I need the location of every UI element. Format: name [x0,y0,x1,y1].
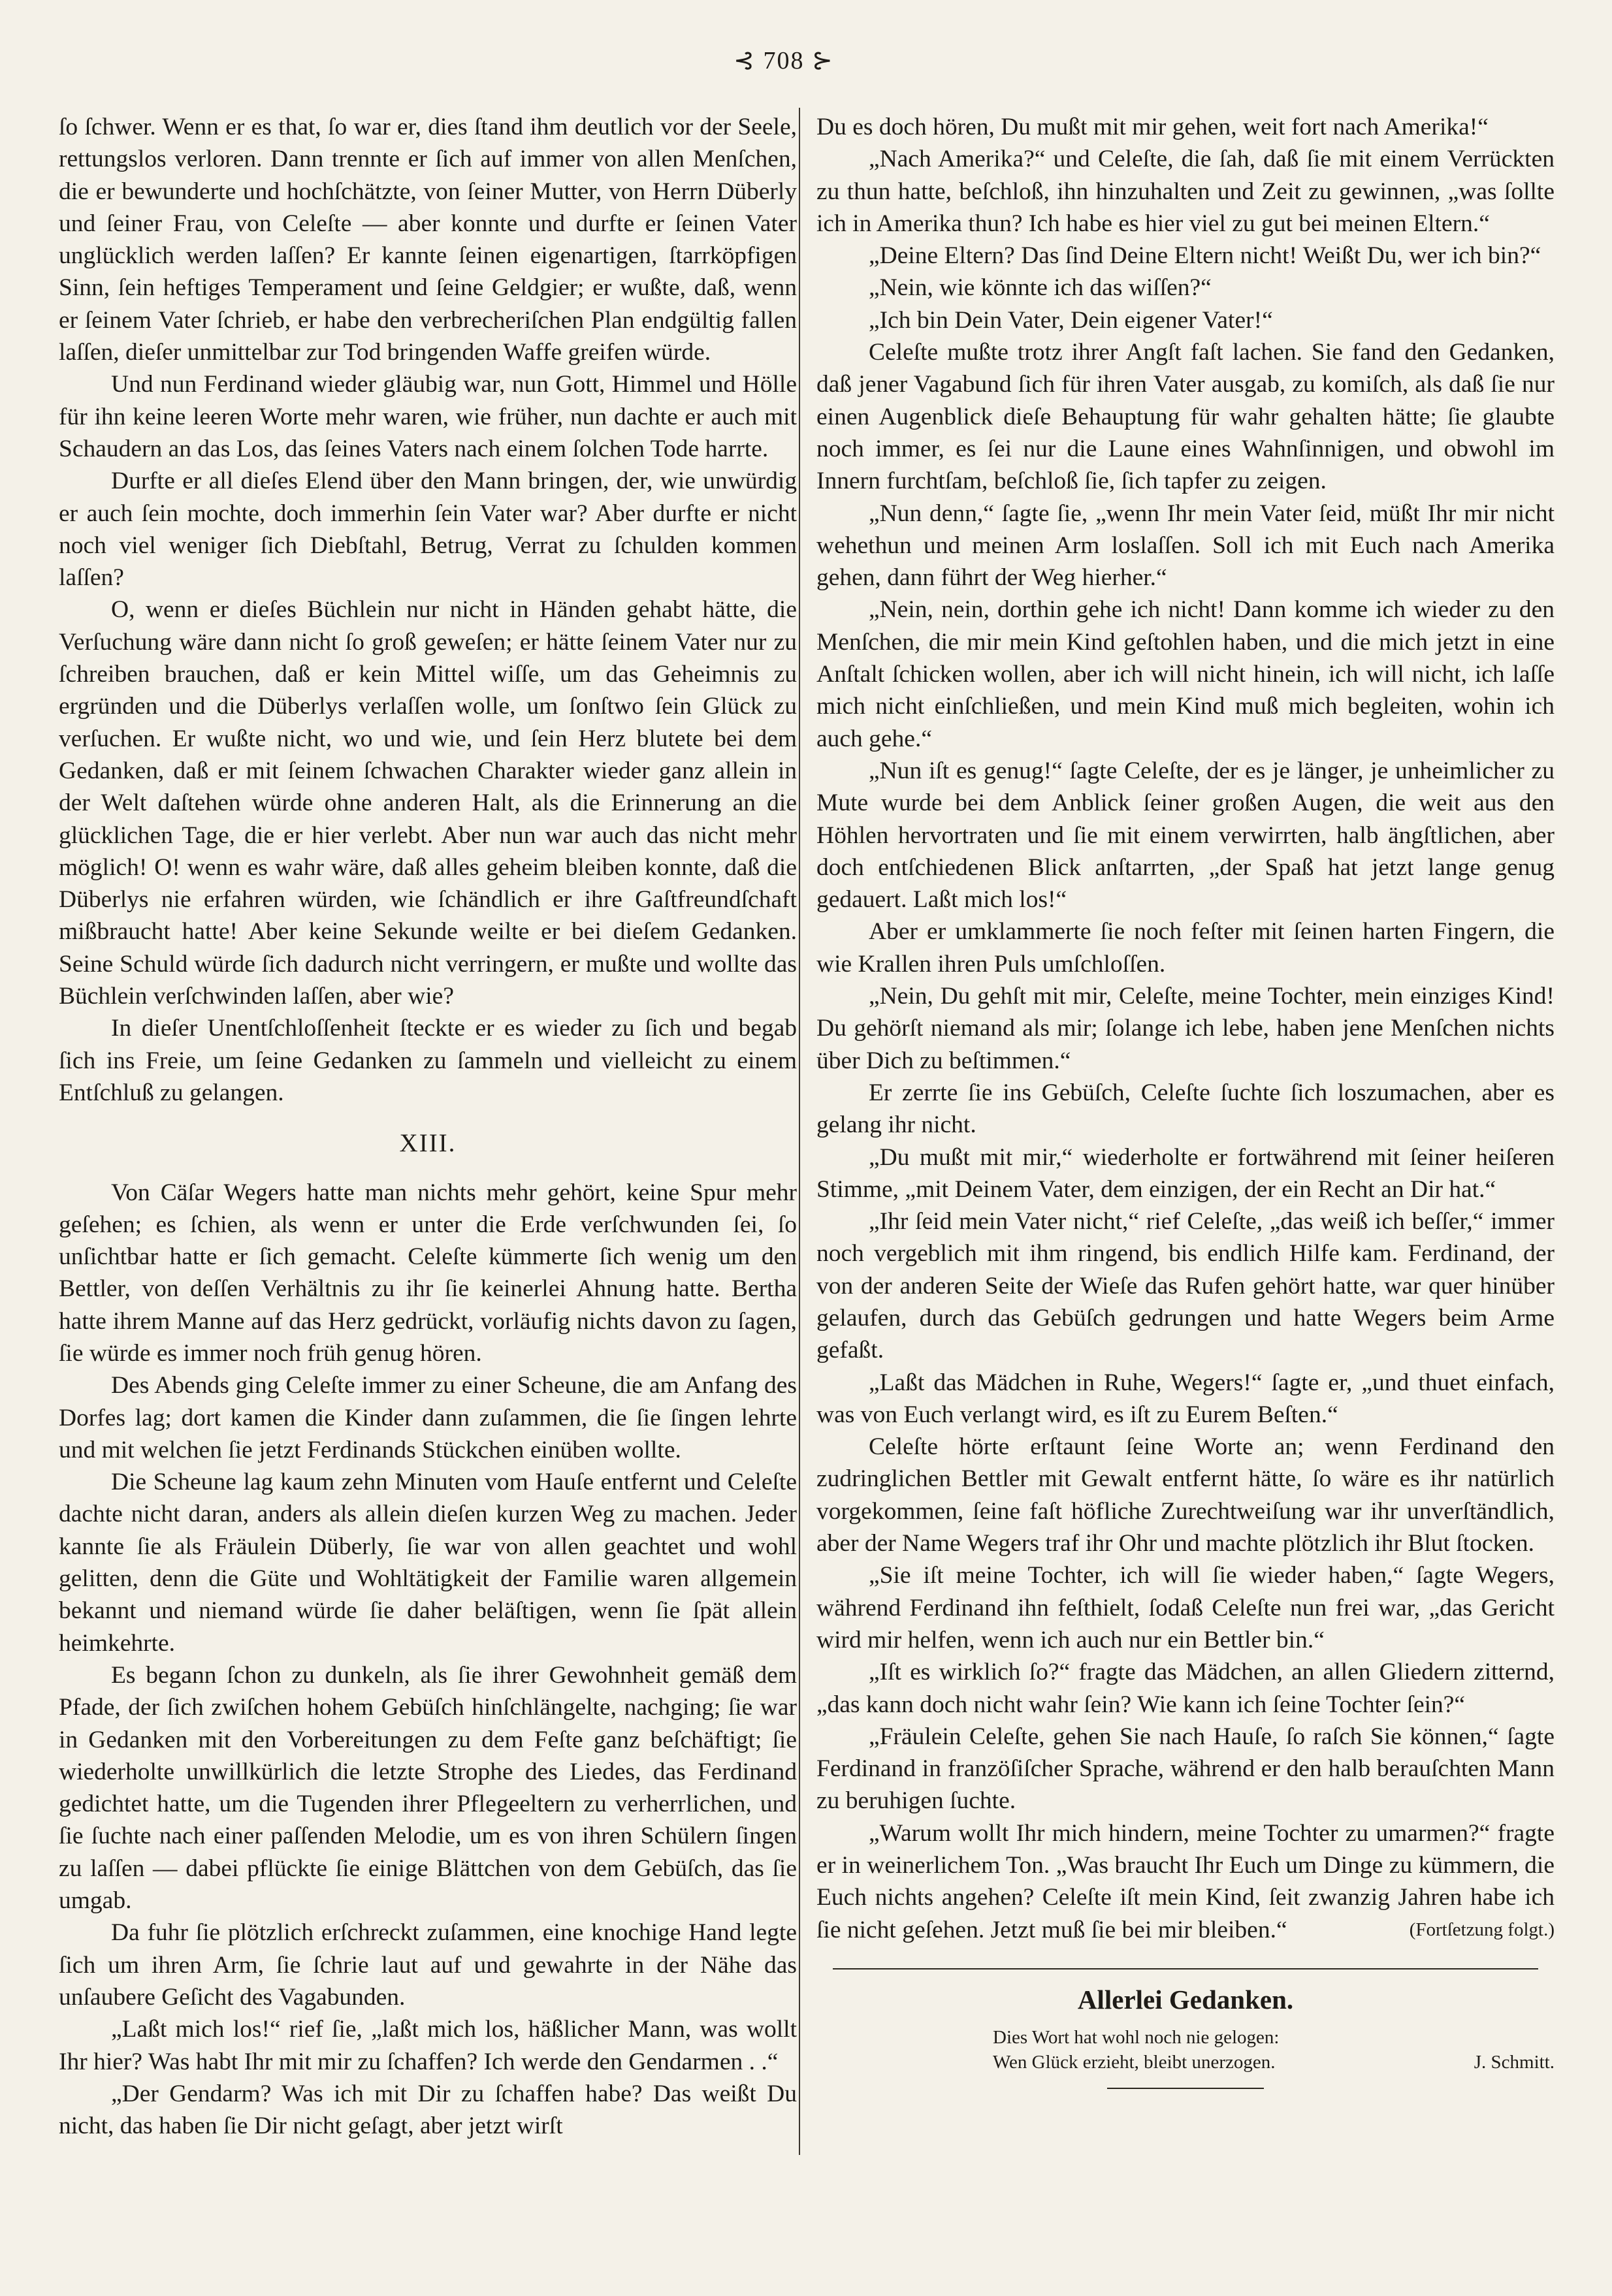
paragraph: ſo ſchwer. Wenn er es that, ſo war er, dies ſtand ihm deutlich vor der Seele, rettungslos verloren. Dann trennte er ſich auf immer von allen Menſchen, die er bewunderte und hochſchätzte, von ſeiner Mutter, von Herrn Düberly und ſeiner Frau, von Celeſte — aber konnte und durfte er ſeinen Vater unglücklich werden laſſen? Er kannte ſeinen eigenartigen, ſtarrköpfigen Sinn, ſein heftiges Temperament und ſeine Geldgier; er wußte, daß, wenn er ſeinem Vater ſchrieb, er habe den verbrecheriſchen Plan endgültig fallen laſſen, dieſer unmittelbar zur Tod bringenden Waffe greifen würde. [59,114,797,366]
paragraph: „Laßt mich los!“ rief ſie, „laßt mich los, häßlicher Mann, was wollt Ihr hier? Was habt Ihr mit mir zu ſchaffen? Ich werde den Gendarmen . .“ [59,2016,797,2075]
paragraph: „Iſt es wirklich ſo?“ fragte das Mädchen, an allen Gliedern zitternd, „das kann doch nicht wahr ſein? Wie kann ich ſeine Tochter ſein?“ [816,1659,1555,1718]
paragraph: „Nein, nein, dorthin gehe ich nicht! Dann komme ich wieder zu den Menſchen, die mir mein Kind geſtohlen haben, und die mich jetzt in eine Anſtalt ſchicken wollen, aber ich will nicht hinein, ich will nicht, ich laſſe mich nicht einſchließen, und mein Kind muß mich begleiten, wohin ich auch gehe.“ [816,596,1555,752]
paragraph: „Deine Eltern? Das ſind Deine Eltern nicht! Weißt Du, wer ich bin?“ [869,242,1541,270]
paragraph: Da fuhr ſie plötzlich erſchreckt zuſammen, eine knochige Hand legte ſich um ihren Arm, ſie ſchrie laut auf und gewahrte in der Nähe das unſaubere Geſicht des Vagabunden. [59,1919,797,2011]
right-column [816,111,1555,2089]
section-heading: Allerlei Gedanken. [1077,1984,1294,2015]
paragraph: Des Abends ging Celeſte immer zu einer Scheune, die am Anfang des Dorfes lag; dort kamen die Kinder dann zuſammen, die ſie ſingen lehrte und mit welchen ſie jetzt Ferdinands Stückchen einüben wollte. [59,1372,797,1463]
paragraph-text: „Warum wollt Ihr mich hindern, meine Tochter zu umarmen?“ fragte er in weinerlichem Ton. „Was braucht Ihr Euch um Dinge zu kümmern, die Euch nichts angehen? Celeſte iſt mein Kind, ſeit zwanzig Jahren habe ich ſie nicht geſehen. Jetzt muß ſie bei mir bleiben.“ [816,1819,1555,1943]
end-rule [1107,2088,1264,2089]
paragraph: Er zerrte ſie ins Gebüſch, Celeſte ſuchte ſich loszumachen, aber es gelang ihr nicht. [816,1079,1555,1139]
aphorism-line: Wen Glück erzieht, bleibt unerzogen. [993,2052,1276,2073]
continuation-note: (Fortſetzung folgt.) [1409,1919,1555,1940]
column-divider [799,108,800,2155]
paragraph: Die Scheune lag kaum zehn Minuten vom Hauſe entfernt und Celeſte dachte nicht daran, anders als allein dieſen kurzen Weg zu machen. Jeder kannte ſie als Fräulein Düberly, ſie war von allen geachtet und wohl gelitten, denn die Güte und Wohltätigkeit der Familie waren allgemein bekannt und niemand würde ſie daher beläſtigen, wenn ſie ſpät allein heimkehrte. [59,1469,797,1657]
paragraph-last [816,1817,1555,1946]
page-number: ⊰ 708 ⊱ [733,47,834,74]
paragraph: „Sie iſt meine Tochter, ich will ſie wieder haben,“ ſagte Wegers, während Ferdinand ihn feſthielt, ſodaß Celeſte nun frei war, „das Gericht wird mir helfen, wenn ich auch nur ein Bettler bin.“ [816,1562,1555,1653]
paragraph: „Laßt das Mädchen in Ruhe, Wegers!“ ſagte er, „und thuet einfach, was von Euch verlangt wird, es iſt zu Eurem Beſten.“ [816,1369,1555,1428]
paragraph: „Nun iſt es genug!“ ſagte Celeſte, der es je länger, je unheimlicher zu Mute wurde bei dem Anblick ſeiner großen Augen, die weit aus den Höhlen hervortraten und ſie mit einem verwirrten, halb ängſtlichen, aber doch entſchiedenen Blick anſtarrten, „der Spaß hat jetzt lange genug gedauert. Laßt mich los!“ [816,757,1555,914]
paragraph: Und nun Ferdinand wieder gläubig war, nun Gott, Himmel und Hölle für ihn keine leeren Worte mehr waren, wie früher, nun dachte er auch mit Schaudern an das Los, das ſeines Vaters nach einem ſolchen Tode harrte. [59,371,797,462]
paragraph: „Nach Amerika?“ und Celeſte, die ſah, daß ſie mit einem Verrückten zu thun hatte, beſchloß, ihn hinzuhalten und Zeit zu gewinnen, „was ſollte ich in Amerika thun? Ich habe es hier viel zu gut bei meinen Eltern.“ [816,146,1555,237]
chapter-heading: XIII. [399,1129,457,1158]
paragraph: In dieſer Unentſchloſſenheit ſteckte er es wieder zu ſich und begab ſich ins Freie, um ſeine Gedanken zu ſammeln und vielleicht zu einem Entſchluß zu gelangen. [59,1015,797,1106]
paragraph: Durfte er all dieſes Elend über den Mann bringen, der, wie unwürdig er auch ſein mochte, doch immerhin ſein Vater war? Aber durfte er nicht noch viel weniger ſich Diebſtahl, Betrug, Verrat zu ſchulden kommen laſſen? [59,468,797,592]
aphorism [993,2025,1555,2075]
paragraph: Aber er umklammerte ſie noch feſter mit ſeinen harten Fingern, die wie Krallen ihren Puls umſchloſſen. [816,918,1555,978]
paragraph: Es begann ſchon zu dunkeln, als ſie ihrer Gewohnheit gemäß dem Pfade, der ſich zwiſchen hohem Gebüſch hinſchlängelte, nachging; ſie war in Gedanken mit den Vorbereitungen zu dem Feſte ganz beſchäftigt; ſie wiederholte unwillkürlich die letzte Strophe des Liedes, das Ferdinand gedichtet hatte, um die Tugenden ihrer Pflegeeltern zu verherrlichen, und ſie ſuchte nach einer paſſenden Melodie, um es von ihren Schülern ſingen zu laſſen — dabei pflückte ſie einige Blättchen von dem Gebüſch, das ſie umgab. [59,1661,797,1915]
paragraph: „Fräulein Celeſte, gehen Sie nach Hauſe, ſo raſch Sie können,“ ſagte Ferdinand in franzöſiſcher Sprache, während er den halb berauſchten Mann zu beruhigen ſuchte. [816,1723,1555,1815]
paragraph: Celeſte mußte trotz ihrer Angſt faſt lachen. Sie fand den Gedanken, daß jener Vagabund ſich für ihren Vater ausgab, zu komiſch, als daß ſie nur einen Augenblick dieſe Behauptung für wahr gehalten hätte; ſie glaubte noch immer, es ſei nur die Laune eines Wahnſinnigen, und obwohl im Innern furchtſam, beſchloß ſie, ſich tapfer zu zeigen. [816,339,1555,495]
paragraph: Von Cäſar Wegers hatte man nichts mehr gehört, keine Spur mehr geſehen; es ſchien, als wenn er unter die Erde verſchwunden ſei, ſo unſichtbar hatte er ſich gemacht. Celeſte kümmerte ſich wenig um den Bettler, von deſſen Verhältnis zu ihr ſie keinerlei Ahnung hatte. Bertha hatte ihrem Manne auf das Herz gedrückt, vorläufig nichts davon zu ſagen, ſie würde es immer noch früh genug hören. [59,1179,797,1367]
paragraph: „Nein, Du gehſt mit mir, Celeſte, meine Tochter, mein einziges Kind! Du gehörſt niemand als mir; ſolange ich lebe, haben jene Menſchen nichts über Dich zu beſtimmen.“ [816,983,1555,1074]
paragraph: „Nun denn,“ ſagte ſie, „wenn Ihr mein Vater ſeid, müßt Ihr mir nicht wehethun und meinen Arm loslaſſen. Soll ich mit Euch nach Amerika gehen, dann führt der Weg hierher.“ [816,500,1555,592]
paragraph: „Ihr ſeid mein Vater nicht,“ rief Celeſte, „das weiß ich beſſer,“ immer noch vergeblich mit ihm ringend, bis endlich Hilfe kam. Ferdinand, der von der anderen Seite der Wieſe das Rufen gehört hatte, war quer hinüber gelaufen, durch das Gebüſch gedrungen und hatte Wegers beim Arme gefaßt. [816,1208,1555,1364]
paragraph: „Nein, wie könnte ich das wiſſen?“ [869,274,1212,302]
paragraph: „Du mußt mit mir,“ wiederholte er fortwährend mit ſeiner heiſeren Stimme, „mit Deinem Vater, dem einzigen, der ein Recht an Dir hat.“ [816,1143,1555,1203]
paragraph: O, wenn er dieſes Büchlein nur nicht in Händen gehabt hätte, die Verſuchung wäre dann nicht ſo groß geweſen; er hätte ſeinem Vater nur zu ſchreiben brauchen, daß er kein Mittel wiſſe, um das Geheimnis zu ergründen und die Düberlys verlaſſen wolle, um ſonſtwo ſein Glück zu verſuchen. Er wußte nicht, wo und wie, und ſein Herz blutete bei dem Gedanken, daß er mit ſeinem ſchwachen Charakter wieder ganz allein in der Welt daſtehen würde ohne anderen Halt, als die Erinnerung an die glücklichen Tage, die er hier verlebt. Aber nun war auch das nicht mehr möglich! O! wenn es wahr wäre, daß alles geheim bleiben konnte, daß die Düberlys nie erfahren würden, wie ſchändlich er ihre Gaſtfreundſchaft mißbraucht hatte! Aber keine Sekunde weilte er bei dieſem Gedanken. Seine Schuld würde ſich dadurch nicht verringern, er mußte und wollte das Büchlein verſchwinden laſſen, aber wie? [59,596,797,1010]
left-column [59,111,797,2142]
paragraph: Celeſte hörte erſtaunt ſeine Worte an; wenn Ferdinand den zudringlichen Bettler mit Gewalt entfernt hätte, ſo wäre es ihr natürlich vorgekommen, ſeine faſt höfliche Zurechtweiſung war ihr unverſtändlich, aber der Name Wegers traf ihr Ohr und machte plötzlich ihr Blut ſtocken. [816,1433,1555,1557]
paragraph: Du es doch hören, Du mußt mit mir gehen, weit fort nach Amerika!“ [816,114,1489,140]
aphorism-line-with-author [993,2050,1555,2075]
paragraph: „Der Gendarm? Was ich mit Dir zu ſchaffen habe? Das weißt Du nicht, das haben ſie Dir nicht geſagt, aber jetzt wirſt [59,2080,797,2140]
aphorism-line: Dies Wort hat wohl noch nie gelogen: [993,2027,1280,2049]
aphorism-author: J. Schmitt. [1474,2052,1555,2073]
section-rule [833,1968,1538,1969]
paragraph: „Ich bin Dein Vater, Dein eigener Vater!“ [869,306,1273,334]
